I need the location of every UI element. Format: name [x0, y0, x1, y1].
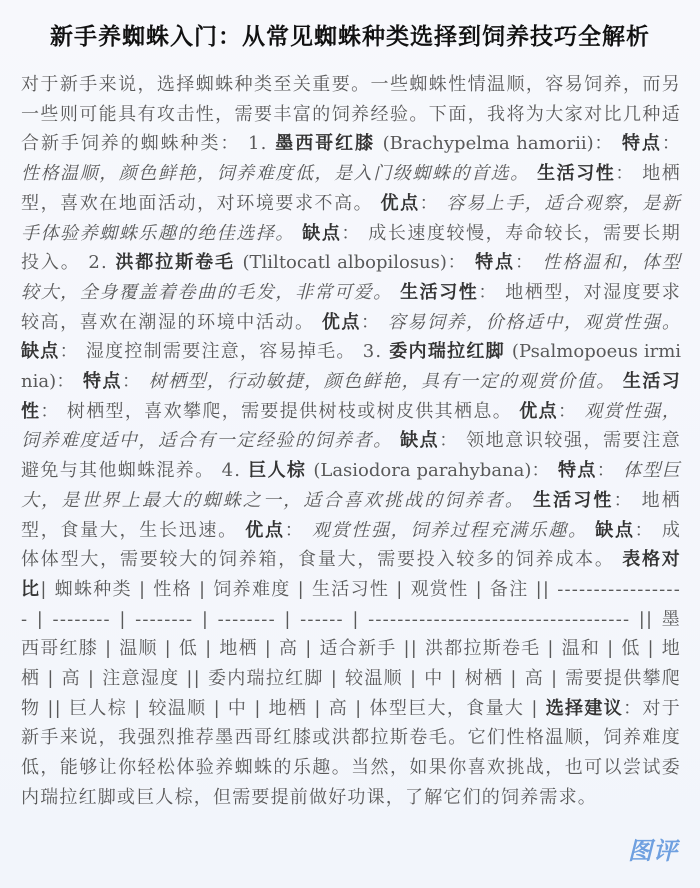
species-latin: (Tliltocatl albopilosus): [242, 252, 447, 274]
pros-text: 观赏性强，饲养难度适中，适合有一定经验的饲养者。: [21, 400, 682, 452]
pros-label: 优点: [321, 311, 361, 333]
article-title: 新手养蜘蛛入门：从常见蜘蛛种类选择到饲养技巧全解析: [50, 24, 650, 50]
habits-label: 生活习性: [532, 489, 614, 511]
features-label: 特点: [475, 252, 515, 274]
advice-heading: 选择建议: [545, 697, 624, 719]
species-latin: (Lasiodora parahybana): [313, 460, 532, 482]
cons-text: 成长速度较慢，寿命较长，需要长期投入。: [21, 222, 681, 274]
table-text: | 蜘蛛种类 | 性格 | 饲养难度 | 生活习性 | 观赏性 | 备注 || ------------------ | -------- | -------- | -------- | ------ | ------------------------------------ || 墨西哥红膝 | 温顺 | 低 | 地栖 | 高 | 适合新手 || 洪都拉斯卷毛 | 温和 | 低 | 地栖 | 高 | 注意湿度 || 委内瑞拉红脚 | 较温顺 | 中 | 树栖 | 高 | 需要提供攀爬物 || 巨人棕 | 较温顺 | 中 | 地栖 | 高 | 体型巨大，食量大 |: [21, 578, 681, 719]
pros-text: 容易上手，适合观察，是新手体验养蜘蛛乐趣的绝佳选择。: [21, 192, 681, 244]
species-latin: (Psalmopoeus irminia): [21, 341, 682, 393]
habits-text: 树栖型，喜欢攀爬，需要提供树枝或树皮供其栖息。: [66, 400, 513, 422]
features-label: 特点: [83, 371, 122, 393]
pros-text: 观赏性强，饲养过程充满乐趣。: [311, 519, 588, 541]
cons-label: 缺点: [302, 222, 342, 244]
features-text: 性格温和，体型较大，全身覆盖着卷曲的毛发，非常可爱。: [21, 252, 682, 303]
cons-label: 缺点: [21, 341, 60, 363]
habits-label: 生活习性: [21, 371, 681, 422]
pros-label: 优点: [519, 400, 558, 422]
features-text: 性格温顺，颜色鲜艳，饲养难度低，是入门级蜘蛛的首选。: [21, 163, 530, 185]
species-latin: (Brachypelma hamorii): [382, 133, 594, 155]
species-number: 3.: [362, 341, 383, 363]
species-number: 1.: [248, 133, 268, 155]
species-name: 洪都拉斯卷毛: [115, 252, 235, 274]
pros-label: 优点: [380, 192, 420, 214]
habits-label: 生活习性: [400, 281, 479, 303]
habits-text: 地栖型，食量大，生长迅速。: [21, 489, 682, 541]
cons-text: 湿度控制需要注意，容易掉毛。: [85, 341, 356, 363]
pros-text: 容易饲养，价格适中，观赏性强。: [387, 311, 682, 333]
features-label: 特点: [557, 460, 597, 482]
habits-label: 生活习性: [537, 163, 616, 185]
habits-text: 地栖型，喜欢在地面活动，对环境要求不高。: [21, 163, 681, 214]
species-name: 巨人棕: [248, 460, 307, 482]
advice-text: 对于新手来说，我强烈推荐墨西哥红膝或洪都拉斯卷毛。它们性格温顺，饲养难度低，能够让你轻松体验养蜘蛛的乐趣。当然，如果你喜欢挑战，也可以尝试委内瑞拉红脚或巨人棕，但需要提前做好功课，了解它们的饲养需求。: [21, 697, 682, 808]
watermark-logo: 图评: [628, 837, 678, 865]
features-text: 树栖型，行动敏捷，颜色鲜艳，具有一定的观赏价值。: [148, 371, 616, 393]
cons-text: 领地意识较强，需要注意避免与其他蜘蛛混养。: [21, 430, 681, 482]
features-label: 特点: [621, 133, 662, 155]
pros-label: 优点: [245, 519, 285, 541]
features-text: 体型巨大，是世界上最大的蜘蛛之一，适合喜欢挑战的饲养者。: [21, 460, 682, 511]
species-number: 4.: [221, 460, 242, 482]
article-body: 对于新手来说，选择蜘蛛种类至关重要。一些蜘蛛性情温顺，容易饲养，而另一些则可能具有攻击性，需要丰富的饲养经验。下面，我将为大家对比几种适合新手饲养的蜘蛛种类： 1. 墨西哥红膝 (Brachypelma hamorii)： 特点： 性格温顺，颜色鲜艳，饲养难度低，是入门级蜘蛛的首选。 生活习性： 地栖型，喜欢在地面活动，对环境要求不高。 优点： 容易上手，适合观察，是新手体验养蜘蛛乐趣的绝佳选择。 缺点： 成长速度较慢，寿命较长，需要长期投入。 2. 洪都拉斯卷毛 (Tliltocatl albopilosus)： 特点： 性格温和，体型较大，全身覆盖着卷曲的毛发，非常可爱。 生活习性： 地栖型，对湿度要求较高，喜欢在潮湿的环境中活动。 优点： 容易饲养，价格适中，观赏性强。 缺点： 湿度控制需要注意，容易掉毛。 3. 委内瑞拉红脚 (Psalmopoeus irminia)： 特点： 树栖型，行动敏捷，颜色鲜艳，具有一定的观赏价值。 生活习性： 树栖型，喜欢攀爬，需要提供树枝或树皮供其栖息。 优点： 观赏性强，饲养难度适中，适合有一定经验的饲养者。 缺点： 领地意识较强，需要注意避免与其他蜘蛛混养。 4. 巨人棕 (Lasiodora parahybana)： 特点： 体型巨大，是世界上最大的蜘蛛之一，适合喜欢挑战的饲养者。 生活习性： 地栖型，食量大，生长迅速。 优点： 观赏性强，饲养过程充满乐趣。 缺点： 成体体型大，需要较大的饲养箱，食量大，需要投入较多的饲养成本。 表格对比| 蜘蛛种类 | 性格 | 饲养难度 | 生活习性 | 观赏性 | 备注 || ------------------ | -------- | -------- | -------- | ------ | ------------------------------------ || 墨西哥红膝 | 温顺 | 低 | 地栖 | 高 | 适合新手 || 洪都拉斯卷毛 | 温和 | 低 | 地栖 | 高 | 注意湿度 || 委内瑞拉红脚 | 较温顺 | 中 | 树栖 | 高 | 需要提供攀爬物 || 巨人棕 | 较温顺 | 中 | 地栖 | 高 | 体型巨大，食量大 | 选择建议：对于新手来说，我强烈推荐墨西哥红膝或洪都拉斯卷毛。它们性格温顺，饲养难度低，能够让你轻松体验养蜘蛛的乐趣。当然，如果你喜欢挑战，也可以尝试委内瑞拉红脚或巨人棕，但需要提前做好功课，了解它们的饲养需求。: [21, 74, 682, 808]
habits-text: 地栖型，对湿度要求较高，喜欢在潮湿的环境中活动。: [21, 281, 681, 333]
intro-text: 对于新手来说，选择蜘蛛种类至关重要。一些蜘蛛性情温顺，容易饲养，而另一些则可能具有攻击性，需要丰富的饲养经验。下面，我将为大家对比几种适合新手饲养的蜘蛛种类：: [21, 74, 681, 155]
cons-label: 缺点: [595, 519, 635, 541]
species-number: 2.: [88, 252, 108, 274]
cons-label: 缺点: [400, 430, 440, 452]
species-name: 墨西哥红膝: [275, 133, 375, 155]
species-name: 委内瑞拉红脚: [389, 341, 505, 363]
cons-text: 成体体型大，需要较大的饲养箱，食量大，需要投入较多的饲养成本。: [21, 519, 682, 571]
table-heading: 表格对比: [21, 549, 681, 600]
